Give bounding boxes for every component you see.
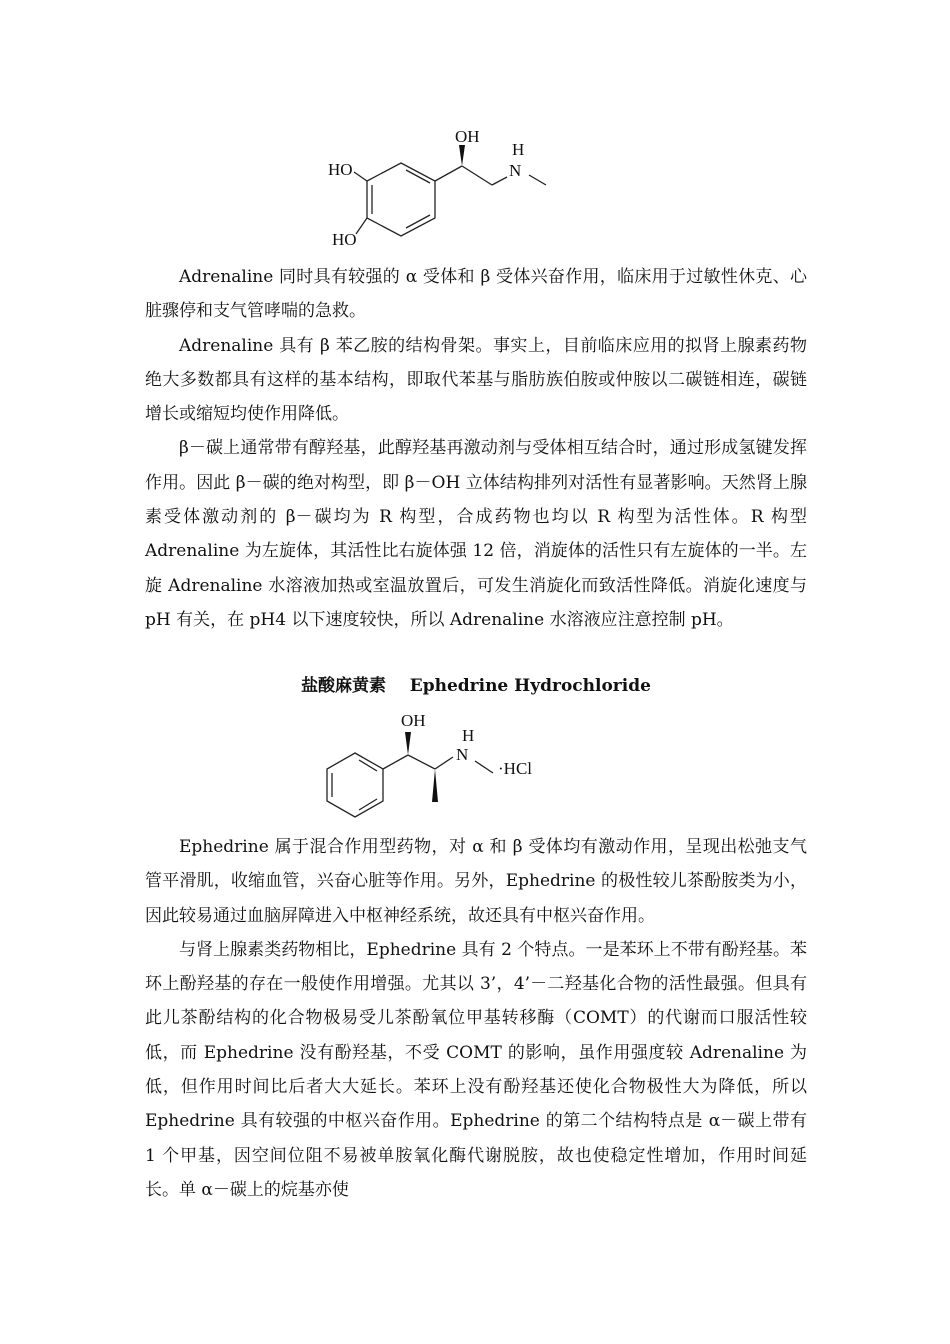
ephedrine-benzene-ring	[327, 753, 383, 817]
ephedrine-h-label: H	[462, 726, 475, 745]
ephedrine-wedge-methyl	[432, 769, 438, 802]
adrenaline-benzene-ring	[367, 163, 435, 236]
ephedrine-wedge-oh	[405, 732, 411, 755]
ephedrine-text	[145, 830, 807, 1207]
paragraph: Ephedrine 属于混合作用型药物，对 α 和 β 受体均有激动作用，呈现出松弛支气管平滑肌，收缩血管，兴奋心脏等作用。另外，Ephedrine 的极性较儿茶酚胺类为小，因此较易通过血脑屏障进入中枢神经系统，故还具有中枢兴奋作用。	[145, 837, 807, 926]
adrenaline-methyl-bond	[529, 175, 546, 185]
ephedrine-chain-bond	[408, 755, 435, 769]
ephedrine-ring-to-beta-bond	[383, 755, 408, 769]
adrenaline-h-label: H	[512, 140, 525, 159]
ephedrine-hcl-label: ·HCl	[498, 759, 532, 778]
heading-chinese: 盐酸麻黄素	[301, 676, 387, 696]
ephedrine-n-label: N	[456, 745, 469, 764]
ephedrine-methyl-bond	[475, 761, 493, 773]
adrenaline-n-label: N	[509, 161, 522, 180]
heading-english: Ephedrine Hydrochloride	[409, 676, 651, 696]
adrenaline-chain-bond	[462, 166, 492, 185]
paragraph: 与肾上腺素类药物相比，Ephedrine 具有 2 个特点。一是苯环上不带有酚羟基。苯环上酚羟基的存在一般使作用增强。尤其以 3’，4’－二羟基化合物的活性最强。但具有此儿茶酚结构的化合物极易受儿茶酚氧位甲基转移酶（COMT）的代谢而口服活性较低，而 Ephedrine 没有酚羟基，不受 COMT 的影响，虽作用强度较 Adrenaline 为低，但作用时间比后者大大延长。苯环上没有酚羟基还使化合物极性大为降低，所以 Ephedrine 具有较强的中枢兴奋作用。Ephedrine 的第二个结构特点是 α－碳上带有 1 个甲基，因空间位阻不易被单胺氧化酶代谢脱胺，故也使稳定性增加，作用时间延长。单 α－碳上的烷基亦使	[145, 939, 807, 1200]
adrenaline-structure-drawing	[325, 125, 555, 250]
ephedrine-structure-drawing	[315, 705, 565, 835]
adrenaline-oh-label: OH	[455, 127, 480, 146]
paragraph: Adrenaline 同时具有较强的 α 受体和 β 受体兴奋作用，临床用于过敏性休克、心脏骤停和支气管哮喘的急救。	[145, 267, 807, 322]
adrenaline-ho-top-label: HO	[328, 160, 353, 179]
adrenaline-wedge-bond	[459, 145, 465, 166]
ephedrine-heading	[145, 672, 807, 700]
adrenaline-ho-bottom-label: HO	[332, 230, 357, 249]
ephedrine-oh-label: OH	[401, 711, 426, 730]
ephedrine-structure	[315, 705, 565, 835]
paragraph: β－碳上通常带有醇羟基，此醇羟基再激动剂与受体相互结合时，通过形成氢键发挥作用。因此 β－碳的绝对构型，即 β－OH 立体结构排列对活性有显著影响。天然肾上腺素受体激动剂的 β－碳均为 R 构型，合成药物也均以 R 构型为活性体。R 构型 Adrenaline 为左旋体，其活性比右旋体强 12 倍，消旋体的活性只有左旋体的一半。左旋 Adrenaline 水溶液加热或室温放置后，可发生消旋化而致活性降低。消旋化速度与 pH 有关，在 pH4 以下速度较快，所以 Adrenaline 水溶液应注意控制 pH。	[145, 438, 807, 630]
adrenaline-ring-to-alpha-bond	[435, 166, 462, 181]
adrenaline-text	[145, 260, 807, 637]
paragraph: Adrenaline 具有 β 苯乙胺的结构骨架。事实上，目前临床应用的拟肾上腺素药物绝大多数都具有这样的基本结构，即取代苯基与脂肪族伯胺或仲胺以二碳链相连，碳链增长或缩短均使作用降低。	[145, 335, 807, 425]
adrenaline-structure	[325, 125, 555, 250]
